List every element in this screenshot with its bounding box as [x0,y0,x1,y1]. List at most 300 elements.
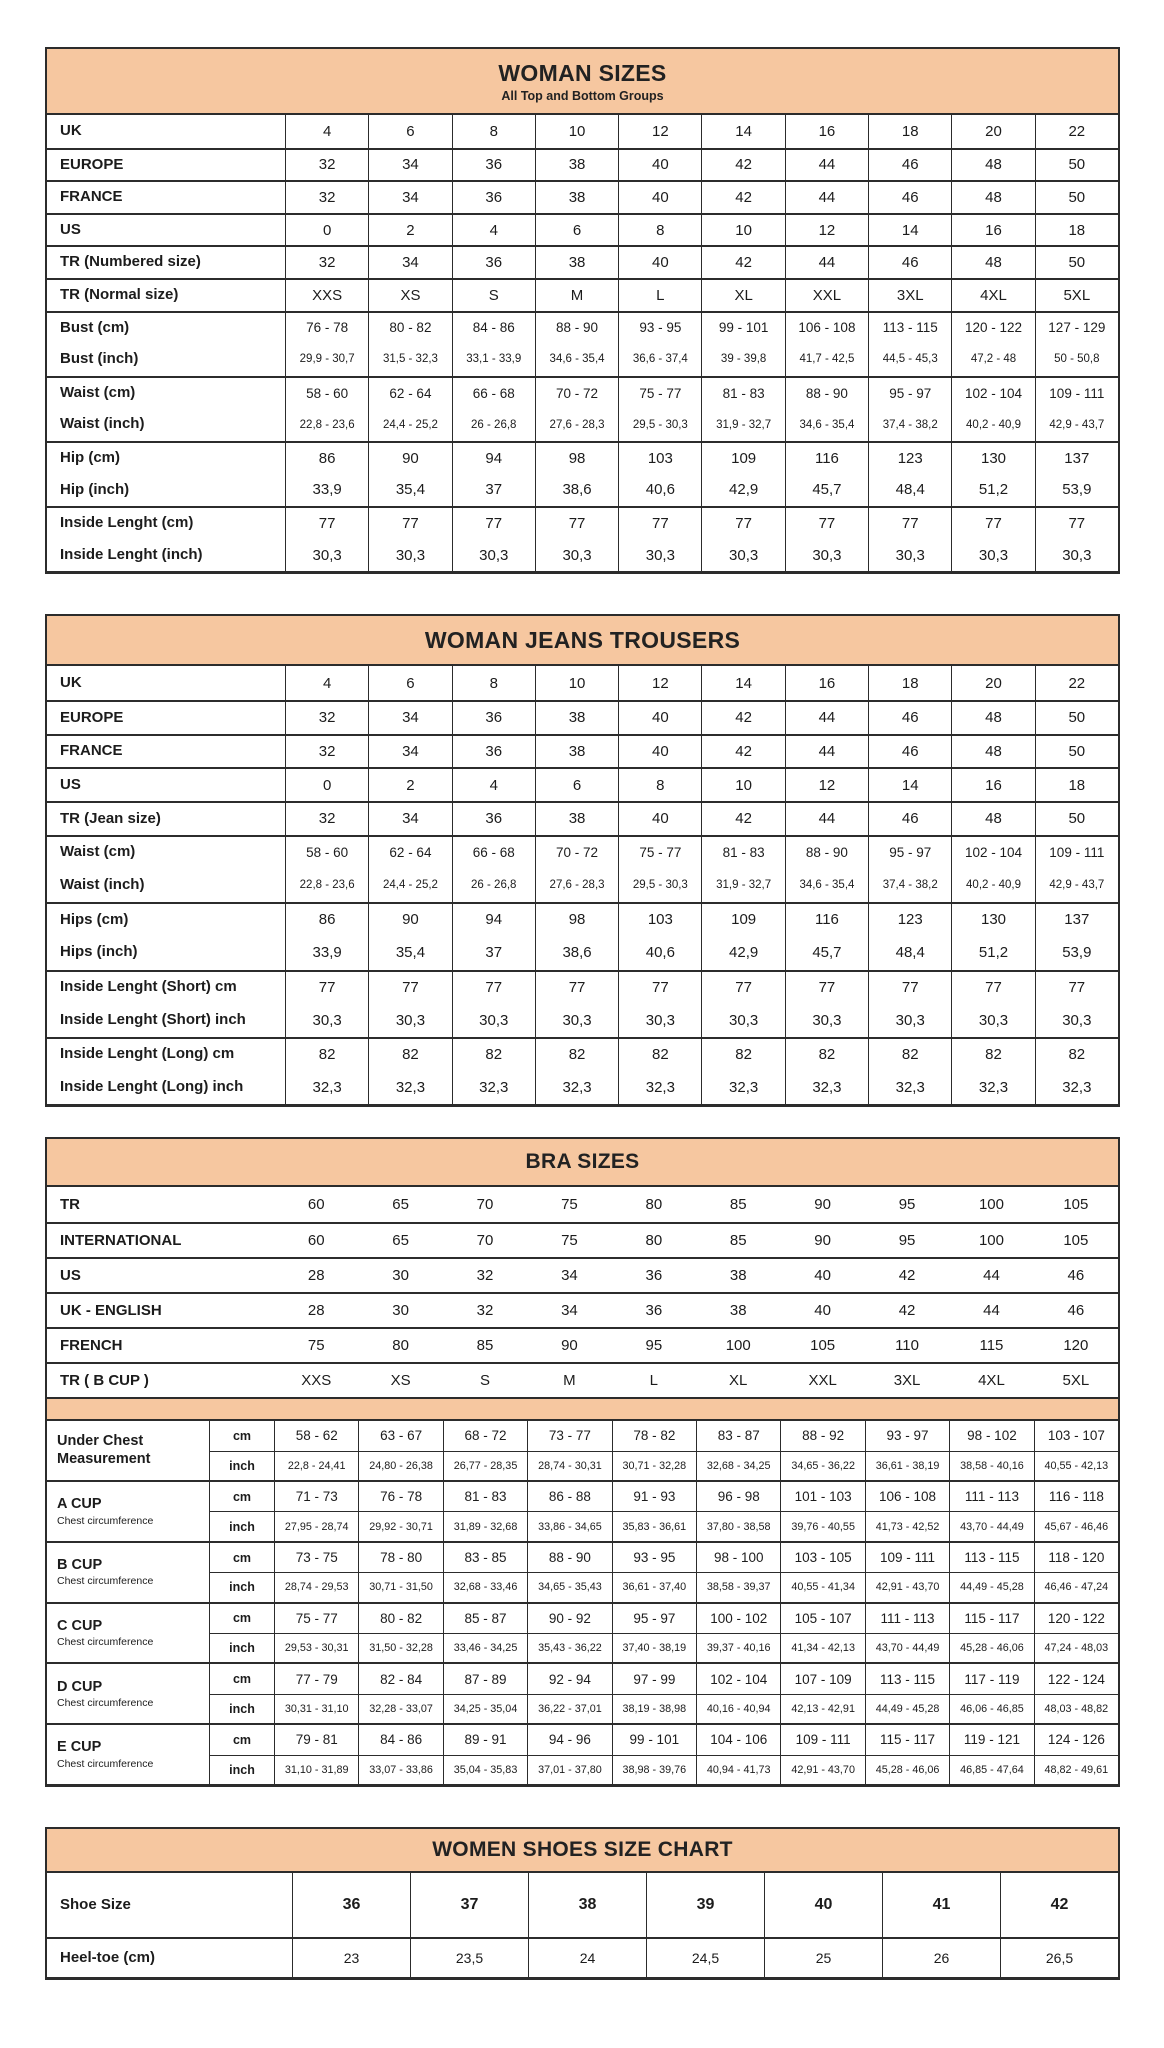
cup-group-c-cup [47,1602,1118,1663]
size-cell: 40 [764,1873,882,1937]
row-hip-inch [47,474,1118,507]
size-cell: 39 - 39,8 [701,343,784,376]
size-cell: 30,3 [452,1003,535,1037]
size-cell: 80 [645,1196,663,1214]
measure-cell: 37,01 - 37,80 [527,1756,611,1784]
size-cell: 2 [368,215,451,246]
cup-row-cm [209,1482,1118,1511]
size-cell: 51,2 [951,474,1034,507]
size-cell: 30,3 [785,539,868,572]
row-label: Waist (cm) [60,383,136,401]
measure-cell: 38,98 - 39,76 [612,1756,696,1784]
size-cell: 20 [951,115,1034,148]
size-cell: 90 [368,443,451,474]
row-europe [47,700,1118,734]
row-waist-cm [47,835,1118,869]
rows [47,1873,1118,1977]
size-cell: 29,9 - 30,7 [285,343,368,376]
measure-cell: 32,68 - 33,46 [443,1573,527,1601]
cup-label-cell [47,1482,209,1541]
size-cell: XXL [808,1372,837,1390]
size-cell: 32 [285,803,368,835]
size-cell: 2 [368,769,451,801]
size-cell: 70 - 72 [535,378,618,409]
measure-cell: 100 - 102 [696,1604,780,1633]
size-cell: 60 [307,1232,325,1250]
size-cell: 38 [729,1302,747,1320]
size-cell: 40 [618,150,701,181]
measure-cell: 113 - 115 [865,1664,949,1693]
size-cell: 34 [368,150,451,181]
size-cell: 29,5 - 30,3 [618,408,701,441]
measure-cell: 124 - 126 [1034,1725,1118,1754]
size-cell: 44 [785,736,868,768]
row-hips-inch [47,936,1118,970]
unit-cell: inch [209,1695,274,1723]
measure-cell: 31,89 - 32,68 [443,1512,527,1540]
size-cell: 32,3 [868,1071,951,1105]
cup-label: C CUP [57,1617,103,1634]
size-cell: 37,4 - 38,2 [868,408,951,441]
size-cell: 109 [701,904,784,936]
size-cell: 65 [392,1196,409,1214]
size-cell: 30 [392,1302,409,1320]
size-cell: 18 [868,666,951,700]
size-cell: 32,3 [618,1071,701,1105]
measure-cell: 71 - 73 [274,1482,358,1511]
measure-cell: 29,92 - 30,71 [358,1512,442,1540]
size-cell: 62 - 64 [368,378,451,409]
size-cell: 10 [535,115,618,148]
measure-cell: 73 - 77 [527,1421,611,1450]
size-cell: 24,4 - 25,2 [368,868,451,902]
measure-cell: 91 - 93 [612,1482,696,1511]
cup-label-cell [47,1421,209,1480]
row-shoe-size [47,1873,1118,1937]
size-cell: 37 [452,936,535,970]
size-cell: M [535,280,618,311]
size-cell: 76 - 78 [285,313,368,344]
size-cell: 53,9 [1035,474,1118,507]
cup-sublabel: Chest circumference [57,1636,154,1649]
measure-cell: 87 - 89 [443,1664,527,1693]
unit-cell: cm [209,1604,274,1633]
size-cell: 40 [618,702,701,734]
cup-row-cm [209,1543,1118,1572]
size-cell: 46 [868,150,951,181]
size-cell: 120 [1063,1337,1089,1355]
size-cell: 6 [535,769,618,801]
size-cell: 16 [785,666,868,700]
size-cell: 40,2 - 40,9 [951,408,1034,441]
cup-section [47,1421,1118,1784]
size-cell: 100 [725,1337,751,1355]
size-cell: 46 [868,247,951,278]
size-cell: 50 [1035,150,1118,181]
size-cell: 20 [951,666,1034,700]
size-cell: 109 - 111 [1035,378,1118,409]
measure-cell: 86 - 88 [527,1482,611,1511]
size-cell: 85 [729,1232,747,1250]
size-cell: 10 [701,215,784,246]
size-cell: 14 [701,115,784,148]
size-cell: 35,4 [368,474,451,507]
size-cell: 77 [618,508,701,539]
row-us [47,1257,1118,1292]
size-cell: 77 [1035,972,1118,1004]
size-cell: 40 [618,736,701,768]
size-cell: 44 [785,702,868,734]
size-cell: 88 - 90 [785,837,868,869]
size-cell: 46 [1067,1302,1085,1320]
size-cell: 48 [951,150,1034,181]
size-cell: 38 [528,1873,646,1937]
cup-row-inch [209,1511,1118,1540]
size-cell: 4 [452,769,535,801]
size-cell: 115 [979,1337,1004,1355]
size-cell: 103 [618,443,701,474]
measure-cell: 39,37 - 40,16 [696,1634,780,1662]
size-cell: 109 - 111 [1035,837,1118,869]
size-cell: 58 - 60 [285,837,368,869]
measure-cell: 90 - 92 [527,1604,611,1633]
row-tr [47,1187,1118,1222]
measure-cell: 107 - 109 [780,1664,864,1693]
row-label: TR ( B CUP ) [60,1371,149,1389]
row-label: Bust (inch) [60,350,139,368]
measure-cell: 93 - 95 [612,1543,696,1572]
size-cell: 53,9 [1035,936,1118,970]
size-cell: 77 [868,508,951,539]
size-cell: 98 [535,443,618,474]
measure-cell: 88 - 90 [527,1543,611,1572]
measure-cell: 40,16 - 40,94 [696,1695,780,1723]
size-cell: 130 [951,904,1034,936]
measure-cell: 44,49 - 45,28 [949,1573,1033,1601]
measure-cell: 102 - 104 [696,1664,780,1693]
size-cell: 80 - 82 [368,313,451,344]
size-cell: 24,4 - 25,2 [368,408,451,441]
measure-cell: 119 - 121 [949,1725,1033,1754]
measure-cell: 106 - 108 [865,1482,949,1511]
cup-label: Under Chest Measurement [57,1433,151,1467]
row-waist-inch [47,408,1118,441]
size-cell: 75 [561,1196,578,1214]
size-cell: 82 [618,1039,701,1071]
measure-cell: 115 - 117 [949,1604,1033,1633]
size-cell: 77 [1035,508,1118,539]
measure-cell: 36,22 - 37,01 [527,1695,611,1723]
row-inside-lenght-long-cm [47,1037,1118,1071]
size-cell: 18 [1035,769,1118,801]
size-cell: 51,2 [951,936,1034,970]
table-title: WOMAN JEANS TROUSERS [424,626,741,653]
row-inside-lenght-long-inch [47,1071,1118,1105]
measure-cell: 46,46 - 47,24 [1034,1573,1118,1601]
measure-cell: 77 - 79 [274,1664,358,1693]
size-cell: 37 [452,474,535,507]
measure-cell: 36,61 - 38,19 [865,1452,949,1480]
row-label: Inside Lenght (inch) [60,545,203,563]
size-cell: 27,6 - 28,3 [535,408,618,441]
size-cell: 77 [368,508,451,539]
size-cell: 30,3 [618,1003,701,1037]
size-cell: 5XL [1062,1372,1090,1390]
cup-rows [209,1604,1118,1663]
size-cell: 30,3 [951,1003,1034,1037]
row-france [47,734,1118,768]
cup-label: D CUP [57,1678,103,1695]
cup-label-cell [47,1725,209,1784]
measure-cell: 38,58 - 39,37 [696,1573,780,1601]
size-cell: 77 [285,972,368,1004]
row-label: FRENCH [60,1336,123,1354]
size-cell: 23 [292,1939,410,1977]
size-cell: 90 [368,904,451,936]
size-cell: 82 [535,1039,618,1071]
size-cell: 42 [701,702,784,734]
size-cell: 70 [476,1232,494,1250]
measure-cell: 68 - 72 [443,1421,527,1450]
size-cell: 75 [561,1232,578,1250]
size-cell: 30,3 [368,539,451,572]
size-cell: 16 [951,769,1034,801]
size-cell: 98 [535,904,618,936]
size-cell: 40 [618,182,701,213]
measure-cell: 30,31 - 31,10 [274,1695,358,1723]
measure-cell: 101 - 103 [780,1482,864,1511]
row-label: US [60,220,81,238]
measure-cell: 75 - 77 [274,1604,358,1633]
size-cell: 40 [618,247,701,278]
measure-cell: 47,24 - 48,03 [1034,1634,1118,1662]
size-cell: 36 [452,247,535,278]
unit-cell: inch [209,1756,274,1784]
size-cell: 42 [701,736,784,768]
row-bust-cm [47,311,1118,344]
size-cell: 75 - 77 [618,378,701,409]
measure-cell: 41,73 - 42,52 [865,1512,949,1540]
cup-label-cell [47,1664,209,1723]
size-cell: 77 [535,508,618,539]
size-cell: 40 [814,1302,831,1320]
row-heel-toe-cm [47,1937,1118,1977]
measure-cell: 30,71 - 31,50 [358,1573,442,1601]
size-cell: 30,3 [535,539,618,572]
size-cell: 4 [285,666,368,700]
cup-label: E CUP [57,1739,102,1756]
size-cell: 36 [452,803,535,835]
size-cell: 81 - 83 [701,378,784,409]
size-cell: 26 [882,1939,1000,1977]
size-cell: 38 [535,736,618,768]
size-cell: 8 [618,769,701,801]
row-label: Inside Lenght (Long) cm [60,1045,235,1063]
measure-cell: 33,46 - 34,25 [443,1634,527,1662]
size-cell: 77 [701,972,784,1004]
size-cell: 137 [1035,443,1118,474]
row-label: US [60,1266,81,1284]
size-cell: 6 [368,666,451,700]
size-cell: S [480,1372,491,1390]
size-cell: 18 [868,115,951,148]
cup-row-inch [209,1694,1118,1723]
cup-group-b-cup [47,1541,1118,1602]
measure-cell: 115 - 117 [865,1725,949,1754]
size-cell: 41,7 - 42,5 [785,343,868,376]
size-cell: 22 [1035,115,1118,148]
measure-cell: 88 - 92 [780,1421,864,1450]
row-inside-lenght-short-inch [47,1003,1118,1037]
size-cell: 22,8 - 23,6 [285,408,368,441]
size-cell: 0 [285,215,368,246]
size-cell: 58 - 60 [285,378,368,409]
size-cell: 44 [785,247,868,278]
size-cell: 75 [307,1337,325,1355]
size-cell: 26 - 26,8 [452,868,535,902]
row-inside-lenght-inch [47,539,1118,572]
measure-cell: 122 - 124 [1034,1664,1118,1693]
size-cell: 5XL [1035,280,1118,311]
size-cell: 50 [1035,247,1118,278]
size-cell: 38 [535,803,618,835]
size-cell: 48 [951,247,1034,278]
measure-cell: 22,8 - 24,41 [274,1452,358,1480]
size-cell: 123 [868,443,951,474]
measure-cell: 93 - 97 [865,1421,949,1450]
size-cell: 70 [476,1196,494,1214]
size-cell: L [649,1372,658,1390]
measure-cell: 45,28 - 46,06 [949,1634,1033,1662]
size-cell: 18 [1035,215,1118,246]
size-cell: 38,6 [535,474,618,507]
size-cell: 30,3 [285,539,368,572]
size-cell: 48,4 [868,936,951,970]
measure-cell: 117 - 119 [949,1664,1033,1693]
size-cell: 42,9 [701,936,784,970]
size-cell: 6 [368,115,451,148]
row-label: Hip (cm) [60,448,120,466]
table-subtitle: All Top and Bottom Groups [501,88,664,103]
table-woman-jeans-trousers [45,614,1120,1107]
size-cell: 77 [785,508,868,539]
table-woman-sizes [45,47,1120,574]
measure-cell: 82 - 84 [358,1664,442,1693]
row-label: TR (Normal size) [60,286,179,304]
size-cell: 77 [785,972,868,1004]
size-cell: 90 [814,1196,831,1214]
size-cell: 60 [307,1196,325,1214]
measure-cell: 89 - 91 [443,1725,527,1754]
size-cell: 32,3 [285,1071,368,1105]
size-cell: 88 - 90 [785,378,868,409]
size-cell: 34 [368,702,451,734]
table-title: WOMAN SIZES [498,59,667,86]
size-cell: 46 [868,736,951,768]
size-cell: 44,5 - 45,3 [868,343,951,376]
size-cell: 70 - 72 [535,837,618,869]
size-cell: 80 [392,1337,409,1355]
size-cell: 42 [701,247,784,278]
size-cell: 22,8 - 23,6 [285,868,368,902]
size-cell: 48 [951,736,1034,768]
size-cell: 8 [452,115,535,148]
size-cell: 23,5 [410,1939,528,1977]
row-label: UK [60,122,82,140]
size-cell: 62 - 64 [368,837,451,869]
size-cell: 42,9 - 43,7 [1035,868,1118,902]
size-cell: 99 - 101 [701,313,784,344]
size-cell: 32 [476,1267,494,1285]
measure-cell: 81 - 83 [443,1482,527,1511]
row-label: Inside Lenght (Short) cm [60,978,237,996]
table-title: BRA SIZES [525,1150,640,1174]
size-cell: 40,6 [618,936,701,970]
row-label: Heel-toe (cm) [60,1948,156,1966]
size-cell: 38 [535,182,618,213]
size-cell: 28 [307,1302,325,1320]
size-cell: 38 [535,150,618,181]
table-title-band [47,616,1118,666]
size-cell: 47,2 - 48 [951,343,1034,376]
size-cell: 41 [882,1873,1000,1937]
size-cell: 32,3 [535,1071,618,1105]
size-cell: 109 [701,443,784,474]
measure-cell: 99 - 101 [612,1725,696,1754]
measure-cell: 32,68 - 34,25 [696,1452,780,1480]
unit-cell: cm [209,1543,274,1572]
row-europe [47,148,1118,181]
measure-cell: 35,04 - 35,83 [443,1756,527,1784]
table-women-shoes [45,1827,1120,1980]
size-cell: 77 [452,972,535,1004]
size-cell: 130 [951,443,1034,474]
size-cell: 80 [645,1232,663,1250]
size-cell: 46 [868,803,951,835]
size-cell: 30,3 [285,1003,368,1037]
measure-cell: 32,28 - 33,07 [358,1695,442,1723]
cup-row-cm [209,1604,1118,1633]
measure-cell: 78 - 82 [612,1421,696,1450]
size-cell: 29,5 - 30,3 [618,868,701,902]
row-label: Waist (inch) [60,876,145,894]
row-inside-lenght-cm [47,506,1118,539]
size-cell: 34,6 - 35,4 [785,408,868,441]
cup-row-inch [209,1572,1118,1601]
size-cell: 32 [285,702,368,734]
size-cell: 14 [868,215,951,246]
unit-cell: cm [209,1725,274,1754]
measure-cell: 45,67 - 46,46 [1034,1512,1118,1540]
size-cell: 48 [951,182,1034,213]
measure-cell: 27,95 - 28,74 [274,1512,358,1540]
row-label: FRANCE [60,188,123,206]
size-cell: 16 [951,215,1034,246]
row-label: UK [60,673,82,691]
cup-group-e-cup [47,1723,1118,1784]
size-cell: 82 [368,1039,451,1071]
size-cell: 30,3 [868,539,951,572]
measure-cell: 40,55 - 42,13 [1034,1452,1118,1480]
size-cell: 32,3 [368,1071,451,1105]
measure-cell: 109 - 111 [780,1725,864,1754]
size-cell: 30,3 [535,1003,618,1037]
size-cell: 36 [452,702,535,734]
size-cell: 26 - 26,8 [452,408,535,441]
size-cell: 88 - 90 [535,313,618,344]
size-cell: M [563,1372,576,1390]
size-cell: 48,4 [868,474,951,507]
